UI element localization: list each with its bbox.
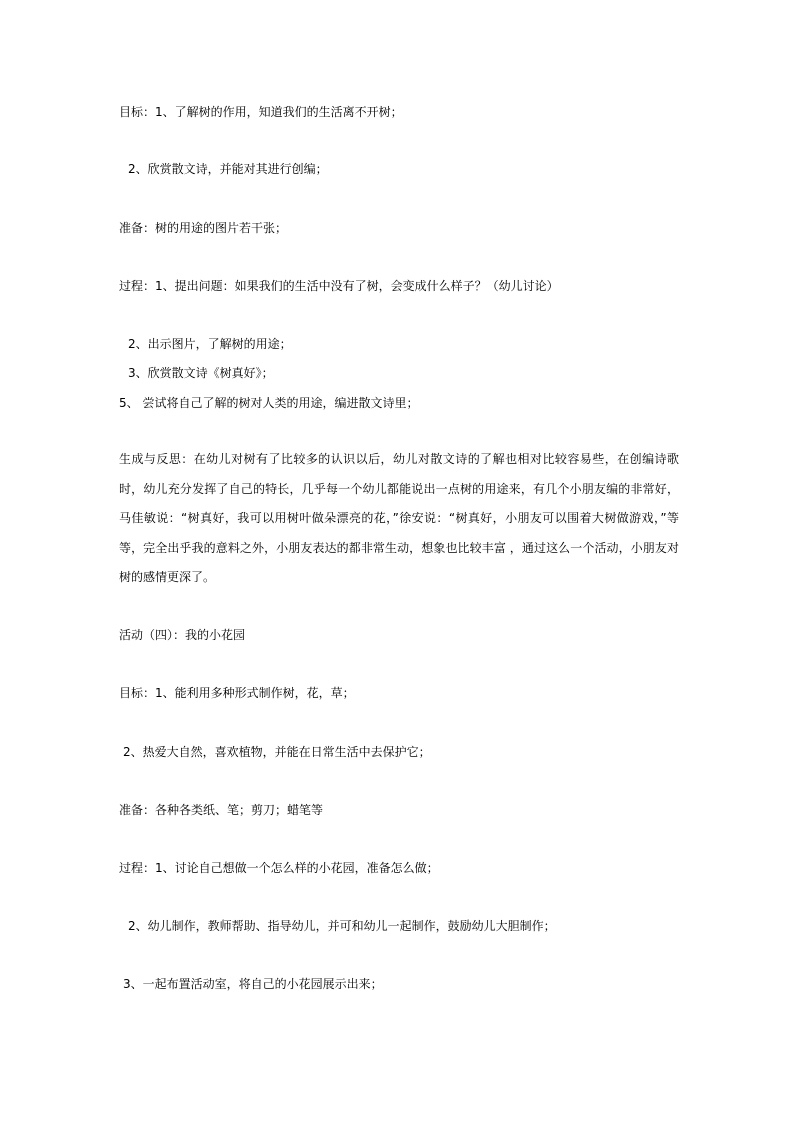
goal-line-1: 目标：1、了解树的作用，知道我们的生活离不开树；	[119, 105, 403, 119]
process-line-2: 2、幼儿制作，教师帮助、指导幼儿，并可和幼儿一起制作，鼓励幼儿大胆制作；	[128, 919, 556, 933]
goal-line-2: 2、欣赏散文诗，并能对其进行创编；	[128, 162, 328, 176]
process-line-2: 2、出示图片，了解树的用途；	[128, 337, 292, 351]
preparation-line: 准备：各种各类纸、笔；剪刀；蜡笔等	[119, 803, 324, 817]
process-line-3: 3、欣赏散文诗《树真好》；	[128, 366, 274, 380]
process-line-1: 过程：1、讨论自己想做一个怎么样的小花园，准备怎么做；	[119, 861, 439, 875]
process-line-3: 3、一起布置活动室，将自己的小花园展示出来；	[123, 977, 383, 991]
process-line-5: 5、 尝试将自己了解的树对人类的用途，编进散文诗里；	[119, 396, 419, 410]
reflection-paragraph: 生成与反思：在幼儿对树有了比较多的认识以后，幼儿对散文诗的了解也相对比较容易些，在创编诗歌时，幼儿充分发挥了自己的特长，几乎每一个幼儿都能说出一点树的用途来，有几个小朋友编的非常好，马佳敏说：“树真好，我可以用树叶做朵漂亮的花，”徐安说：“树真好，小朋友可以围着大树做游戏，”等等，完全出乎我的意料之外，小朋友表达的都非常生动，想象也比较丰富 ，通过这么一个活动，小朋友对树的感情更深了。	[119, 452, 679, 584]
activity-four-title: 活动（四）：我的小花园	[119, 628, 246, 642]
goal-line-2: 2、热爱大自然，喜欢植物，并能在日常生活中去保护它；	[123, 745, 431, 759]
goal-line-1: 目标：1、能利用多种形式制作树，花，草；	[119, 686, 355, 700]
preparation-line: 准备：树的用途的图片若干张；	[119, 221, 288, 235]
process-line-1: 过程：1、提出问题：如果我们的生活中没有了树，会变成什么样子？（幼儿讨论）	[119, 279, 559, 293]
